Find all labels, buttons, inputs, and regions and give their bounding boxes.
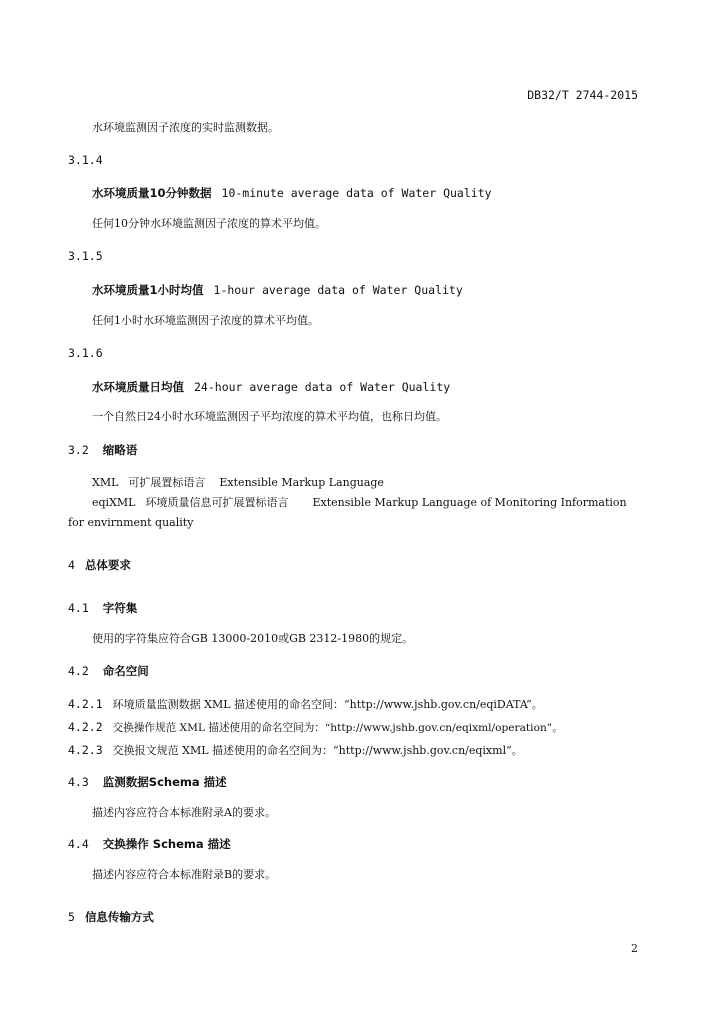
section-body-4-3: 描述内容应符合本标准附录A的要求。 <box>92 806 276 819</box>
term-cn: 水环境质量10分钟数据 <box>92 186 212 200</box>
abbr-en: Extensible Markup Language <box>219 476 384 489</box>
term-definition-3-1-5: 任何1小时水环境监测因子浓度的算术平均值。 <box>92 314 319 327</box>
section-number: 4.4 <box>68 837 89 851</box>
item-text: 环境质量监测数据 XML 描述使用的命名空间：“http://www.jshb.gov.cn/eqiDATA”。 <box>112 698 543 711</box>
term-heading-3-1-5 <box>92 283 463 297</box>
section-heading-4-1 <box>68 601 137 615</box>
section-number: 4.1 <box>68 601 89 615</box>
section-title: 总体要求 <box>84 558 131 572</box>
section-title: 交换操作 Schema 描述 <box>102 837 231 851</box>
section-heading-4 <box>68 558 131 572</box>
section-heading-4-3 <box>68 775 227 789</box>
section-number: 3.2 <box>68 443 89 457</box>
abbreviation-xml <box>92 476 384 490</box>
term-definition-3-1-4: 任何10分钟水环境监测因子浓度的算术平均值。 <box>92 217 326 230</box>
item-number: 4.2.1 <box>68 697 103 711</box>
item-text: 交换操作规范 XML 描述使用的命名空间为：“http://www.jshb.gov.cn/eqixml/operation”。 <box>112 722 563 734</box>
abbr: XML <box>92 476 119 489</box>
section-heading-4-4 <box>68 837 231 851</box>
section-title: 信息传输方式 <box>84 910 154 924</box>
section-heading-5 <box>68 910 154 924</box>
section-number: 4.2 <box>68 664 89 678</box>
section-title: 字符集 <box>102 601 138 615</box>
item-text: 交换报文规范 XML 描述使用的命名空间为：“http://www.jshb.gov.cn/eqixml”。 <box>112 744 523 757</box>
term-heading-3-1-4 <box>92 186 492 200</box>
section-title: 监测数据Schema 描述 <box>102 775 227 789</box>
section-title: 命名空间 <box>102 664 149 678</box>
section-number: 4 <box>68 558 75 572</box>
item-number: 4.2.3 <box>68 743 103 757</box>
abbr-cn: 环境质量信息可扩展置标语言 <box>145 496 289 509</box>
section-body-4-1: 使用的字符集应符合GB 13000-2010或GB 2312-1980的规定。 <box>92 632 414 645</box>
section-number: 4.3 <box>68 775 89 789</box>
standard-code: DB32/T 2744-2015 <box>527 88 638 102</box>
abbr: eqiXML <box>92 496 136 509</box>
term-en: 24-hour average data of Water Quality <box>194 380 451 394</box>
term-en: 10-minute average data of Water Quality <box>221 186 492 200</box>
term-number-3-1-6: 3.1.6 <box>68 346 103 360</box>
page-number: 2 <box>631 942 638 955</box>
term-cn: 水环境质量日均值 <box>92 380 184 394</box>
section-number: 5 <box>68 910 75 924</box>
continuation-text: 水环境监测因子浓度的实时监测数据。 <box>92 121 279 134</box>
section-title: 缩略语 <box>102 443 138 457</box>
term-cn: 水环境质量1小时均值 <box>92 283 204 297</box>
abbreviation-eqixml <box>92 496 627 510</box>
section-heading-4-2 <box>68 664 149 678</box>
term-definition-3-1-6: 一个自然日24小时水环境监测因子平均浓度的算术平均值，也称日均值。 <box>92 410 447 423</box>
abbr-cn: 可扩展置标语言 <box>128 476 206 489</box>
section-heading-3-2 <box>68 443 137 457</box>
term-en: 1-hour average data of Water Quality <box>213 283 463 297</box>
namespace-item-4-2-1 <box>68 697 543 712</box>
abbr-en: Extensible Markup Language of Monitoring Information <box>312 496 627 509</box>
namespace-item-4-2-2 <box>68 720 563 735</box>
namespace-item-4-2-3 <box>68 743 523 758</box>
term-heading-3-1-6 <box>92 380 450 394</box>
term-number-3-1-4: 3.1.4 <box>68 153 103 167</box>
abbreviation-eqixml-cont: for envirnment quality <box>68 516 194 529</box>
term-number-3-1-5: 3.1.5 <box>68 249 103 263</box>
section-body-4-4: 描述内容应符合本标准附录B的要求。 <box>92 868 277 881</box>
item-number: 4.2.2 <box>68 720 103 734</box>
